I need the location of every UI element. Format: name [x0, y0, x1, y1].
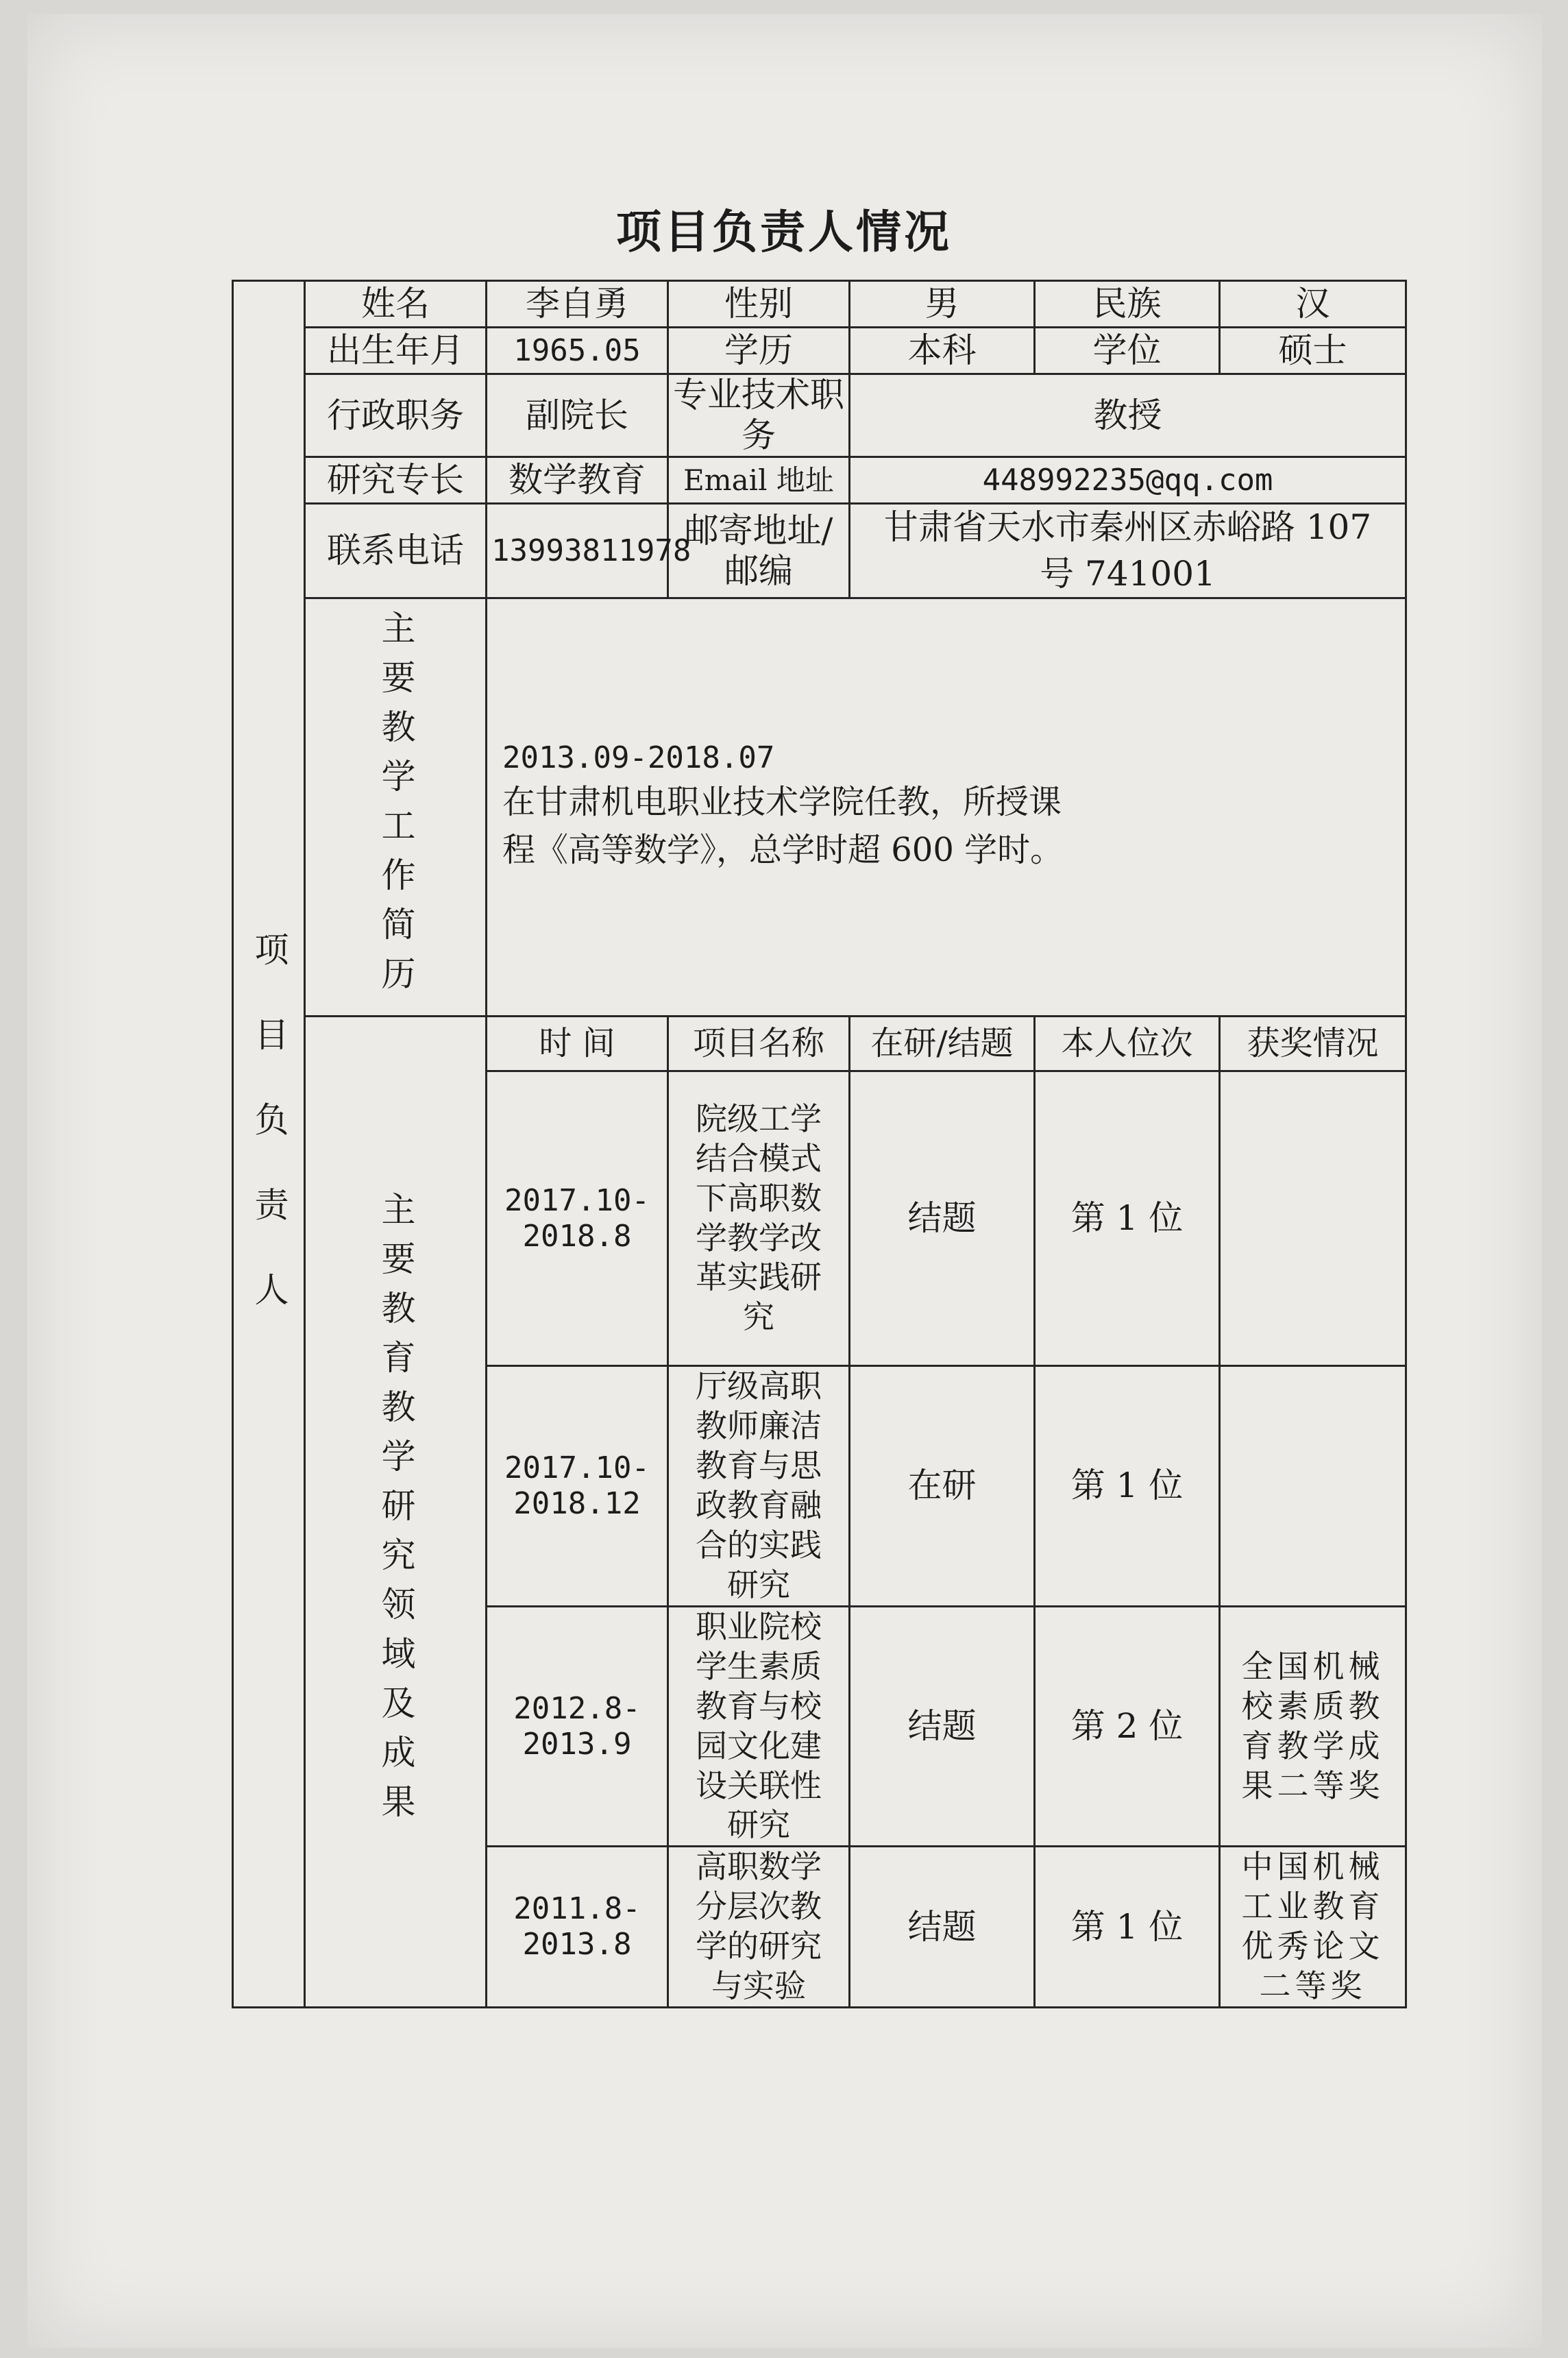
page-title: 项目负责人情况	[616, 205, 952, 258]
admin-post-label: 行政职务	[305, 374, 487, 457]
research-time: 2017.10-2018.12	[487, 1366, 668, 1607]
teaching-description: 在甘肃机电职业技术学院任教，所授课程《高等数学》，总学时超 600 学时。	[502, 783, 1064, 869]
research-rank: 第 1 位	[1035, 1071, 1220, 1366]
education-value: 本科	[850, 328, 1035, 374]
address-label: 邮寄地址/邮编	[668, 504, 850, 598]
degree-label: 学位	[1035, 328, 1220, 374]
research-award: 全国机械校素质教育教学成果二等奖	[1220, 1606, 1406, 1847]
research-header-award: 获奖情况	[1220, 1017, 1406, 1071]
education-label: 学历	[668, 328, 850, 374]
research-time: 2011.8-2013.8	[487, 1847, 668, 2008]
research-header-time: 时 间	[487, 1017, 668, 1071]
research-project-name: 院级工学结合模式下高职数学教学改革实践研究	[668, 1071, 850, 1366]
research-header-row	[233, 1017, 1406, 1071]
address-value: 甘肃省天水市秦州区赤峪路 107 号 741001	[850, 504, 1406, 598]
tech-post-label: 专业技术职务	[668, 374, 850, 457]
research-time: 2017.10-2018.8	[487, 1071, 668, 1366]
row-phone	[233, 504, 1406, 598]
teaching-period: 2013.09-2018.07	[502, 740, 775, 775]
research-award: 中国机械工业教育优秀论文二等奖	[1220, 1847, 1406, 2008]
research-rank: 第 1 位	[1035, 1847, 1220, 2008]
email-value: 448992235@qq.com	[850, 457, 1406, 504]
research-status: 结题	[850, 1606, 1035, 1847]
leader-info-table	[232, 280, 1407, 2008]
gender-value: 男	[850, 281, 1035, 328]
specialty-value: 数学教育	[487, 457, 668, 504]
row-specialty	[233, 457, 1406, 504]
row-name	[233, 281, 1406, 328]
admin-post-value: 副院长	[487, 374, 668, 457]
research-project-name: 职业院校学生素质教育与校园文化建设关联性研究	[668, 1606, 850, 1847]
research-header-status: 在研/结题	[850, 1017, 1035, 1071]
research-time: 2012.8-2013.9	[487, 1606, 668, 1847]
research-header-rank: 本人位次	[1035, 1017, 1220, 1071]
research-rank: 第 2 位	[1035, 1606, 1220, 1847]
ethnicity-label: 民族	[1035, 281, 1220, 328]
name-label: 姓名	[305, 281, 487, 328]
row-admin-post	[233, 374, 1406, 457]
row-birth	[233, 328, 1406, 374]
research-project-name: 高职数学分层次教学的研究与实验	[668, 1847, 850, 2008]
research-award	[1220, 1366, 1406, 1607]
research-label: 主要教育教学研究领域及成果	[305, 1017, 487, 2008]
research-award	[1220, 1071, 1406, 1366]
research-project-name: 厅级高职教师廉洁教育与思政教育融合的实践研究	[668, 1366, 850, 1607]
birth-label: 出生年月	[305, 328, 487, 374]
phone-label: 联系电话	[305, 504, 487, 598]
gender-label: 性别	[668, 281, 850, 328]
specialty-label: 研究专长	[305, 457, 487, 504]
phone-value: 13993811978	[487, 504, 668, 598]
teaching-label: 主要教学工作简历	[305, 598, 487, 1017]
name-value: 李自勇	[487, 281, 668, 328]
ethnicity-value: 汉	[1220, 281, 1406, 328]
research-status: 结题	[850, 1847, 1035, 2008]
tech-post-value: 教授	[850, 374, 1406, 457]
email-label: Email 地址	[668, 457, 850, 504]
research-rank: 第 1 位	[1035, 1366, 1220, 1607]
teaching-content	[487, 598, 1406, 1017]
left-side-label: 项目负责人	[233, 281, 305, 2008]
birth-value: 1965.05	[487, 328, 668, 374]
degree-value: 硕士	[1220, 328, 1406, 374]
research-status: 结题	[850, 1071, 1035, 1366]
row-teaching	[233, 598, 1406, 1017]
research-status: 在研	[850, 1366, 1035, 1607]
research-header-name: 项目名称	[668, 1017, 850, 1071]
